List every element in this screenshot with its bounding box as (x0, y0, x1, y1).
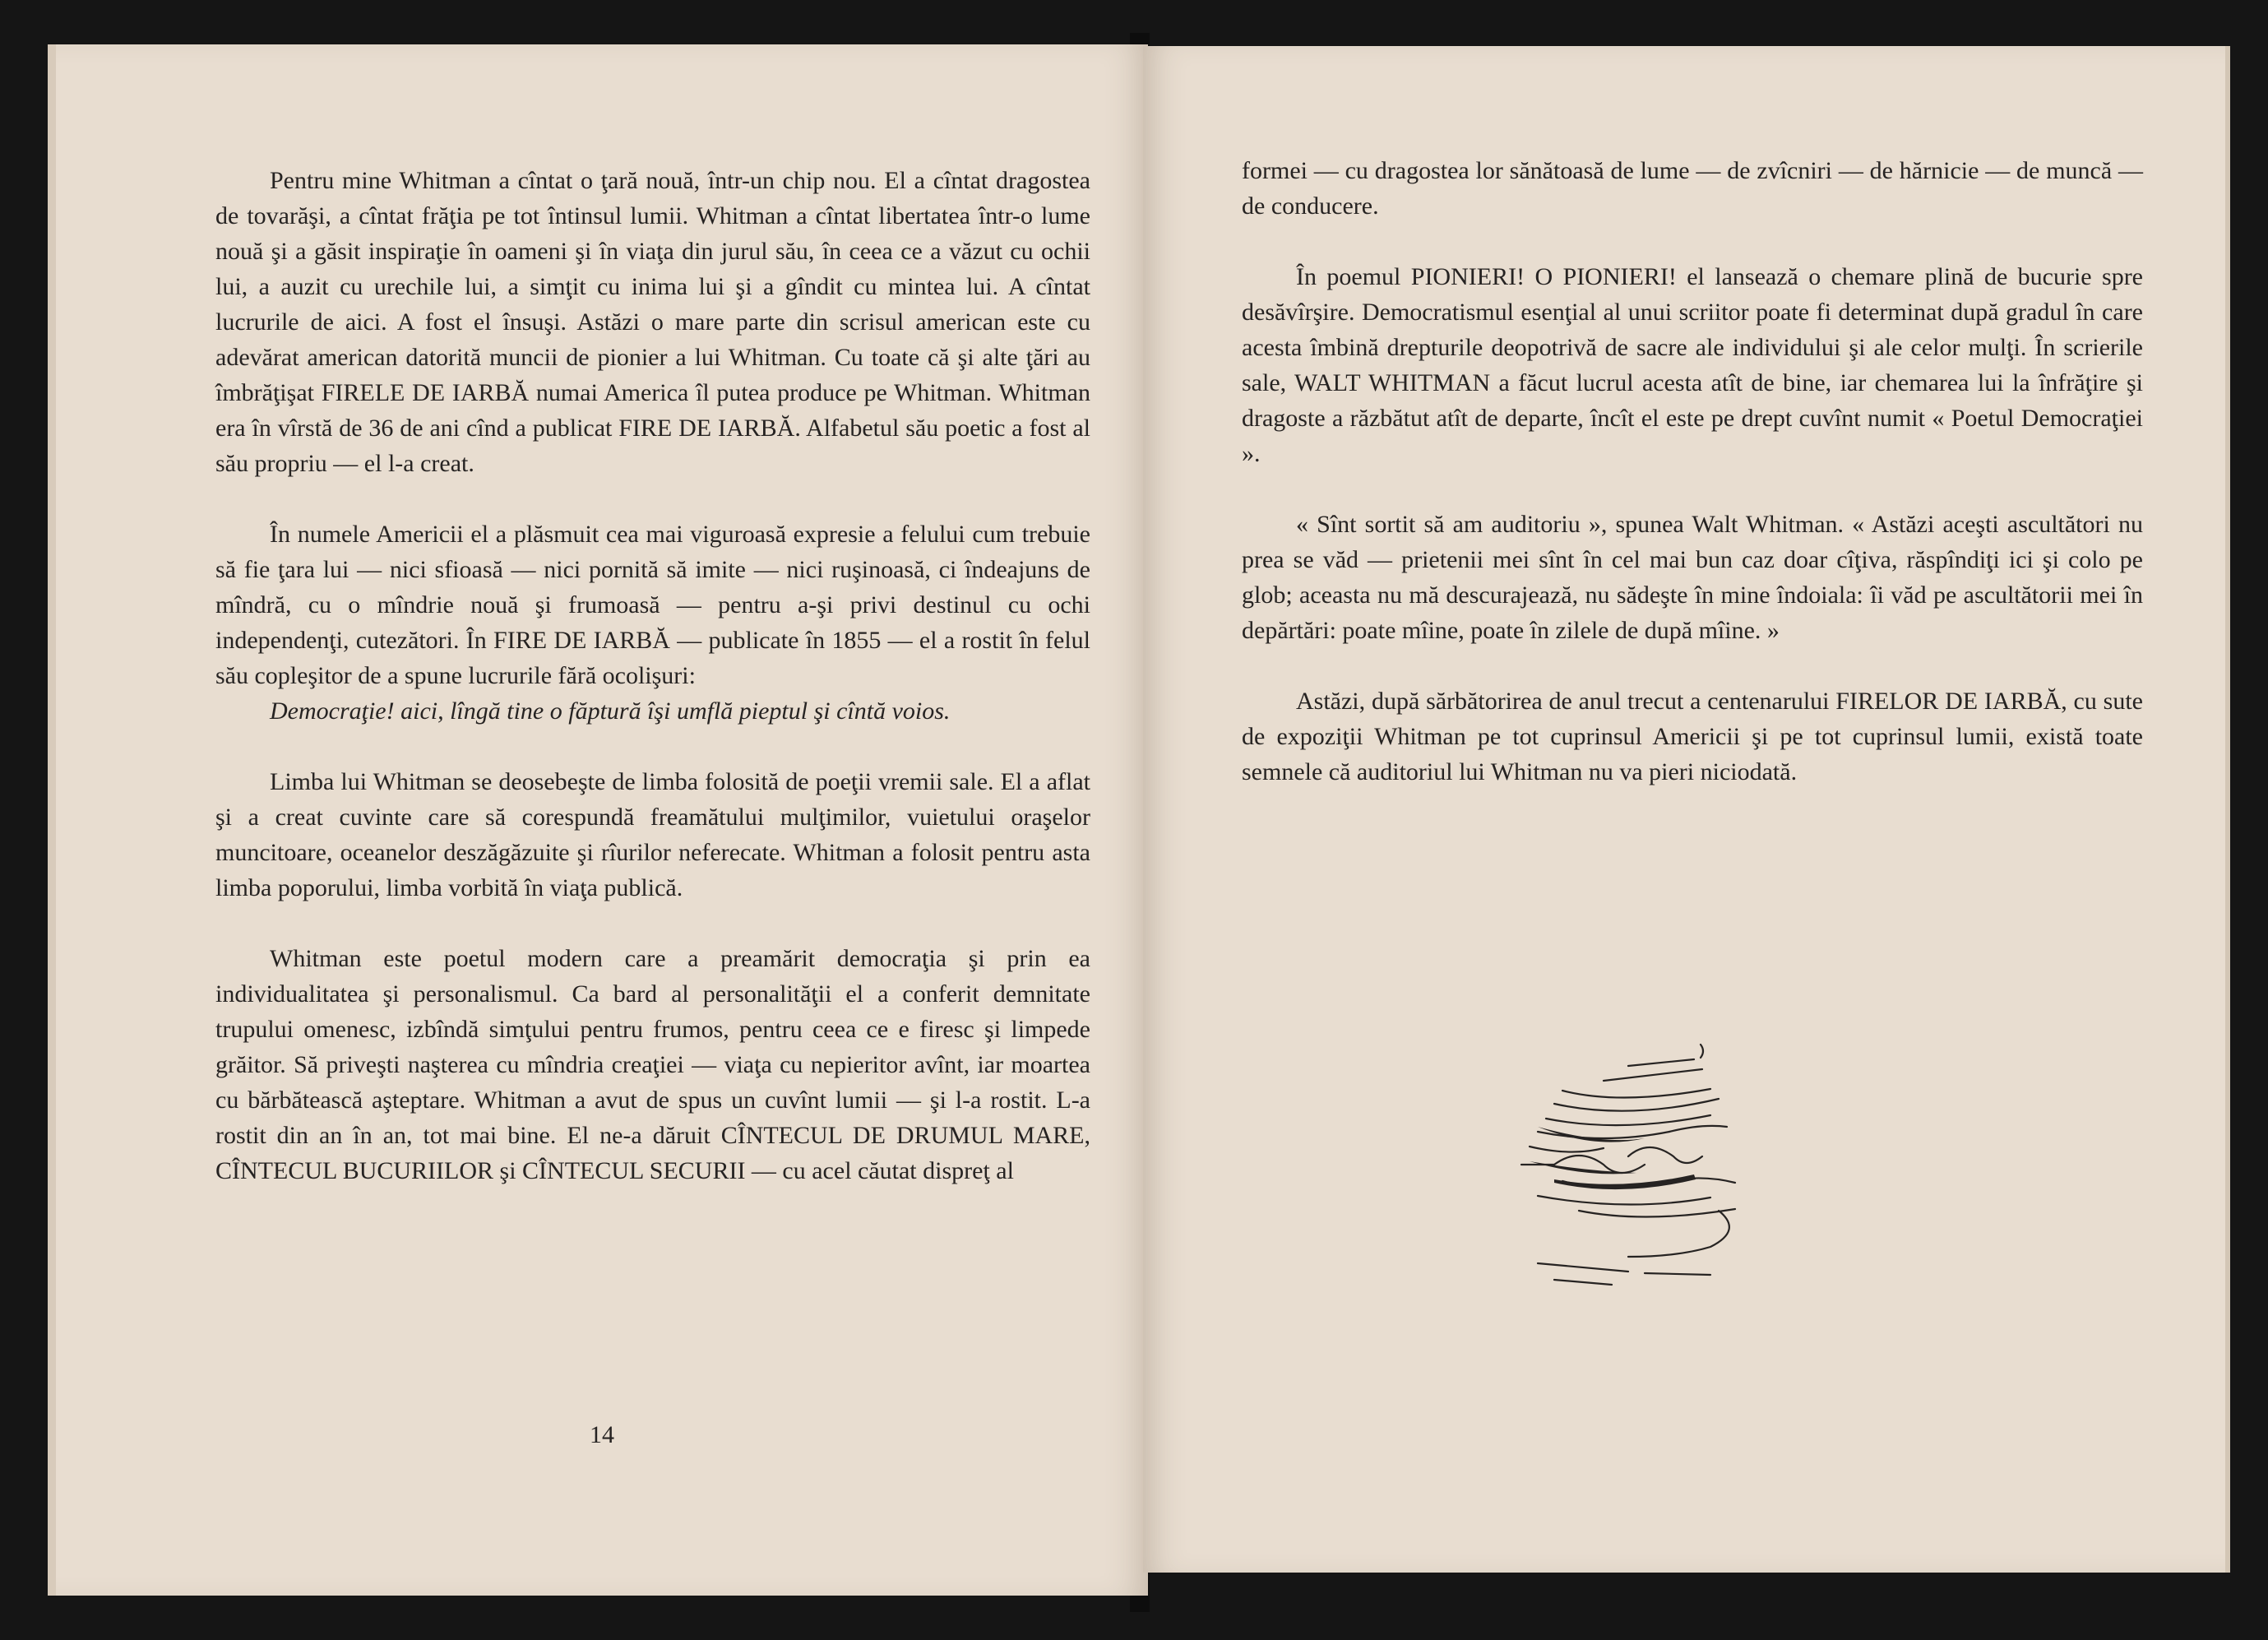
left-page (48, 44, 1148, 1596)
paragraph: Astăzi, după sărbătorirea de anul trecut a centenarului FIRELOR DE IARBĂ, cu sute de expoziţii Whitman pe tot cuprinsul Americii şi pe tot cuprinsul lumii, există toate semnele că auditoriul lui Whitman nu va pieri niciodată. (1242, 688, 2143, 785)
right-page-text (1242, 153, 2143, 790)
left-page-text (215, 163, 1090, 1188)
page-number: 14 (590, 1421, 614, 1448)
right-page (1143, 46, 2230, 1573)
paragraph: În poemul PIONIERI! O PIONIERI! el lansează o chemare plină de bucurie spre desăvîrşire. Democratismul esenţial al unui scriitor poate fi determinat după gradul în care acesta îmbină drepturile deopotrivă de sacre ale individului şi ale celor mulţi. În scrierile sale, WALT WHITMAN a făcut lucrul acesta atît de bine, iar chemarea lui la înfrăţire şi dragoste a răzbătut atît de departe, încît el este pe drept cuvînt numit « Poetul Democraţiei ». (1242, 263, 2143, 467)
paragraph: « Sînt sortit să am auditoriu », spunea Walt Whitman. « Astăzi aceşti ascultători nu prea se văd — prietenii mei sînt în cel mai bun caz doar cîţiva, răspîndiţi ici şi colo pe glob; aceasta nu mă descurajează, nu sădeşte în mine îndoiala: îi văd pe ascultătorii mei în depărtări: poate mîine, poate în zilele de după mîine. » (1242, 511, 2143, 644)
quote-paragraph: Democraţie! aici, lîngă tine o făptură îşi umflă pieptul şi cîntă voios. (270, 697, 951, 725)
paragraph: formei — cu dragostea lor sănătoasă de lume — de zvîcniri — de hărnicie — de muncă — de conducere. (1242, 157, 2143, 220)
paragraph: În numele Americii el a plăsmuit cea mai viguroasă expresie a felului cum trebuie să fie ţara lui — nici sfioasă — nici pornită să imite — nici ruşinoasă, ci îndeajuns de mîndră, cu o mîndrie nouă şi frumoasă — pentru a-şi privi destinul cu ochi independenţi, cutezători. În FIRE DE IARBĂ — publicate în 1855 — el a rostit în felul său copleşitor de a spune lucrurile fără ocolişuri: (215, 521, 1090, 689)
paragraph: Whitman este poetul modern care a preamărit democraţia şi prin ea individualitatea şi personalismul. Ca bard al personalităţii el a conferit demnitate trupului omenesc, izbîndă simţului pentru frumos, pentru ceea ce e firesc şi limpede grăitor. Să priveşti naşterea cu mîndria creaţiei — viaţa cu nepieritor avînt, iar moartea cu bărbătească aşteptare. Whitman a avut de spus un cuvînt lumii — şi l-a rostit. L-a rostit din an în an, tot mai bine. El ne-a dăruit CÎNTECUL DE DRUMUL MARE, CÎNTECUL BUCURIILOR şi CÎNTECUL SECURII — cu acel căutat dispreţ al (215, 945, 1090, 1184)
paragraph: Limba lui Whitman se deosebeşte de limba folosită de poeţii vremii sale. El a aflat şi a creat cuvinte care să corespundă freamătului mulţimilor, vuietului oraşelor muncitoare, oceanelor deszăgăzuite şi rîurilor neferecate. Whitman a folosit pentru asta limba poporului, limba vorbită în viaţa publică. (215, 768, 1090, 901)
wave-ornament-icon (1505, 1041, 1776, 1313)
paragraph: Pentru mine Whitman a cîntat o ţară nouă, într-un chip nou. El a cîntat dragostea de tovarăşi, a cîntat frăţia pe tot întinsul lumii. Whitman a cîntat libertatea într-o lume nouă şi a găsit inspiraţie în oameni şi în viaţa din jurul său, în ceea ce a văzut cu ochii lui, a auzit cu urechile lui, a simţit cu inima lui şi a gîndit cu mintea lui. A cîntat lucrurile de aici. A fost el însuşi. Astăzi o mare parte din scrisul american este cu adevărat american datorită muncii de pionier a lui Whitman. Cu toate că şi alte ţări au îmbrăţişat FIRELE DE IARBĂ numai America îl putea produce pe Whitman. Whitman era în vîrstă de 36 de ani cînd a publicat FIRE DE IARBĂ. Alfabetul său poetic a fost al său propriu — el l-a creat. (215, 167, 1090, 477)
